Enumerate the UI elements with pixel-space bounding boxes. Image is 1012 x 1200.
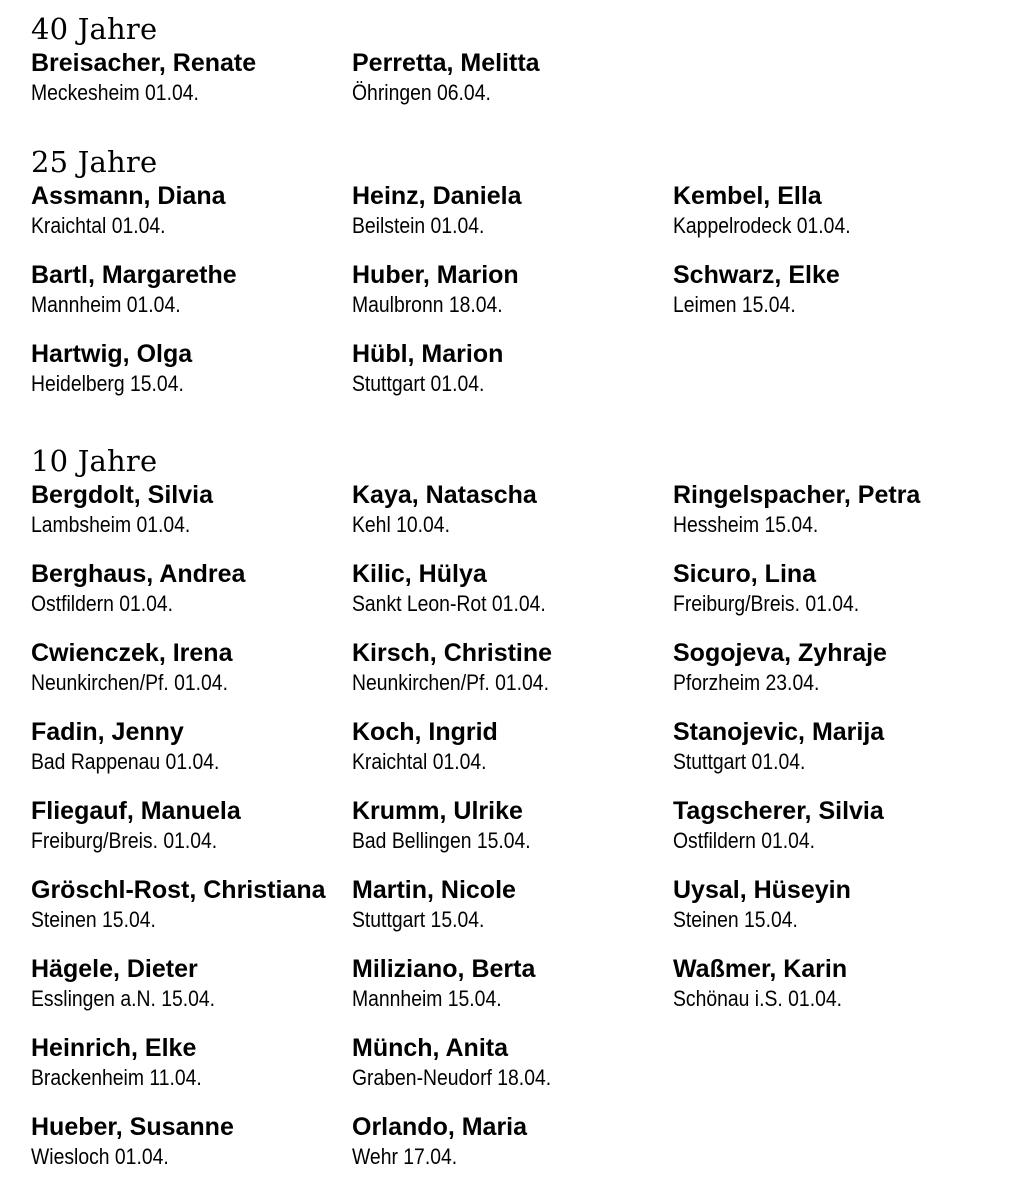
list-item xyxy=(352,555,673,634)
entry-grid xyxy=(31,44,991,123)
entry-name: Koch, Ingrid xyxy=(352,718,498,746)
entry-name: Tagscherer, Silvia xyxy=(673,797,884,825)
entry-place-date: Freiburg/Breis. 01.04. xyxy=(31,828,218,853)
entry-grid xyxy=(31,476,991,1187)
entry-place-date: Mannheim 01.04. xyxy=(31,292,181,317)
entry-name: Hartwig, Olga xyxy=(31,340,193,368)
list-item xyxy=(673,1029,991,1108)
list-item xyxy=(352,256,673,335)
list-item xyxy=(31,335,352,414)
entry-place-date: Neunkirchen/Pf. 01.04. xyxy=(352,670,549,695)
section-title: 40 Jahre xyxy=(31,12,158,46)
entry-name: Assmann, Diana xyxy=(31,182,226,210)
list-item xyxy=(673,871,991,950)
section-25-jahre xyxy=(31,141,991,414)
entry-place-date: Sankt Leon-Rot 01.04. xyxy=(352,591,546,616)
section-title: 25 Jahre xyxy=(31,145,158,179)
anniversary-list xyxy=(31,0,991,1187)
entry-name: Fliegauf, Manuela xyxy=(31,797,241,825)
list-item xyxy=(31,1108,352,1187)
entry-place-date: Hessheim 15.04. xyxy=(673,512,819,537)
list-item xyxy=(673,177,991,256)
entry-place-date: Leimen 15.04. xyxy=(673,292,796,317)
list-item xyxy=(352,1029,673,1108)
entry-name: Uysal, Hüseyin xyxy=(673,876,851,904)
entry-place-date: Wiesloch 01.04. xyxy=(31,1144,169,1169)
entry-name: Heinrich, Elke xyxy=(31,1034,197,1062)
list-item xyxy=(31,871,352,950)
entry-name: Kirsch, Christine xyxy=(352,639,553,667)
entry-name: Breisacher, Renate xyxy=(31,49,257,77)
entry-name: Martin, Nicole xyxy=(352,876,516,904)
list-item xyxy=(31,555,352,634)
list-item xyxy=(673,713,991,792)
entry-place-date: Ostfildern 01.04. xyxy=(31,591,174,616)
list-item xyxy=(31,713,352,792)
entry-place-date: Öhringen 06.04. xyxy=(352,80,491,105)
entry-name: Cwienczek, Irena xyxy=(31,639,233,667)
list-item xyxy=(31,634,352,713)
entry-place-date: Kappelrodeck 01.04. xyxy=(673,213,851,238)
list-item xyxy=(673,792,991,871)
list-item xyxy=(352,44,673,123)
entry-name: Hübl, Marion xyxy=(352,340,504,368)
entry-place-date: Bad Rappenau 01.04. xyxy=(31,749,220,774)
entry-name: Waßmer, Karin xyxy=(673,955,848,983)
entry-name: Huber, Marion xyxy=(352,261,519,289)
section-title: 10 Jahre xyxy=(31,444,158,478)
entry-name: Sicuro, Lina xyxy=(673,560,817,588)
entry-place-date: Wehr 17.04. xyxy=(352,1144,458,1169)
entry-place-date: Stuttgart 01.04. xyxy=(352,371,485,396)
list-item xyxy=(352,713,673,792)
entry-name: Münch, Anita xyxy=(352,1034,509,1062)
list-item xyxy=(31,950,352,1029)
list-item xyxy=(352,1108,673,1187)
entry-place-date: Steinen 15.04. xyxy=(673,907,798,932)
entry-place-date: Lambsheim 01.04. xyxy=(31,512,191,537)
entry-name: Perretta, Melitta xyxy=(352,49,540,77)
entry-name: Sogojeva, Zyhraje xyxy=(673,639,887,667)
entry-place-date: Kraichtal 01.04. xyxy=(352,749,487,774)
list-item xyxy=(352,177,673,256)
section-40-jahre xyxy=(31,8,991,123)
list-item xyxy=(31,1029,352,1108)
list-item xyxy=(31,177,352,256)
list-item xyxy=(31,476,352,555)
list-item xyxy=(352,335,673,414)
entry-name: Kembel, Ella xyxy=(673,182,822,210)
entry-name: Hueber, Susanne xyxy=(31,1113,234,1141)
entry-name: Berghaus, Andrea xyxy=(31,560,246,588)
list-item xyxy=(673,476,991,555)
entry-place-date: Brackenheim 11.04. xyxy=(31,1065,202,1090)
list-item xyxy=(31,256,352,335)
entry-place-date: Esslingen a.N. 15.04. xyxy=(31,986,216,1011)
list-item xyxy=(352,950,673,1029)
entry-place-date: Stuttgart 01.04. xyxy=(673,749,806,774)
list-item xyxy=(673,256,991,335)
entry-name: Ringelspacher, Petra xyxy=(673,481,921,509)
entry-place-date: Stuttgart 15.04. xyxy=(352,907,485,932)
entry-name: Kilic, Hülya xyxy=(352,560,487,588)
entry-name: Hägele, Dieter xyxy=(31,955,198,983)
entry-place-date: Neunkirchen/Pf. 01.04. xyxy=(31,670,228,695)
entry-place-date: Bad Bellingen 15.04. xyxy=(352,828,531,853)
entry-place-date: Beilstein 01.04. xyxy=(352,213,485,238)
list-item xyxy=(352,476,673,555)
list-item xyxy=(673,634,991,713)
list-item xyxy=(352,792,673,871)
entry-place-date: Pforzheim 23.04. xyxy=(673,670,820,695)
list-item xyxy=(673,950,991,1029)
entry-name: Bartl, Margarethe xyxy=(31,261,237,289)
entry-place-date: Graben-Neudorf 18.04. xyxy=(352,1065,552,1090)
entry-name: Kaya, Natascha xyxy=(352,481,537,509)
list-item xyxy=(352,871,673,950)
entry-place-date: Meckesheim 01.04. xyxy=(31,80,199,105)
list-item xyxy=(673,555,991,634)
entry-name: Fadin, Jenny xyxy=(31,718,184,746)
entry-grid xyxy=(31,177,991,414)
entry-name: Krumm, Ulrike xyxy=(352,797,523,825)
entry-place-date: Steinen 15.04. xyxy=(31,907,156,932)
entry-place-date: Ostfildern 01.04. xyxy=(673,828,816,853)
section-10-jahre xyxy=(31,440,991,1187)
entry-place-date: Schönau i.S. 01.04. xyxy=(673,986,842,1011)
entry-place-date: Kehl 10.04. xyxy=(352,512,450,537)
list-item xyxy=(31,44,352,123)
entry-place-date: Heidelberg 15.04. xyxy=(31,371,184,396)
entry-name: Gröschl-Rost, Christiana xyxy=(31,876,326,904)
entry-place-date: Mannheim 15.04. xyxy=(352,986,502,1011)
entry-name: Bergdolt, Silvia xyxy=(31,481,213,509)
entry-place-date: Kraichtal 01.04. xyxy=(31,213,166,238)
entry-place-date: Freiburg/Breis. 01.04. xyxy=(673,591,860,616)
entry-name: Stanojevic, Marija xyxy=(673,718,885,746)
entry-place-date: Maulbronn 18.04. xyxy=(352,292,503,317)
list-item xyxy=(352,634,673,713)
entry-name: Schwarz, Elke xyxy=(673,261,840,289)
entry-name: Orlando, Maria xyxy=(352,1113,528,1141)
entry-name: Heinz, Daniela xyxy=(352,182,522,210)
list-item xyxy=(31,792,352,871)
entry-name: Miliziano, Berta xyxy=(352,955,536,983)
